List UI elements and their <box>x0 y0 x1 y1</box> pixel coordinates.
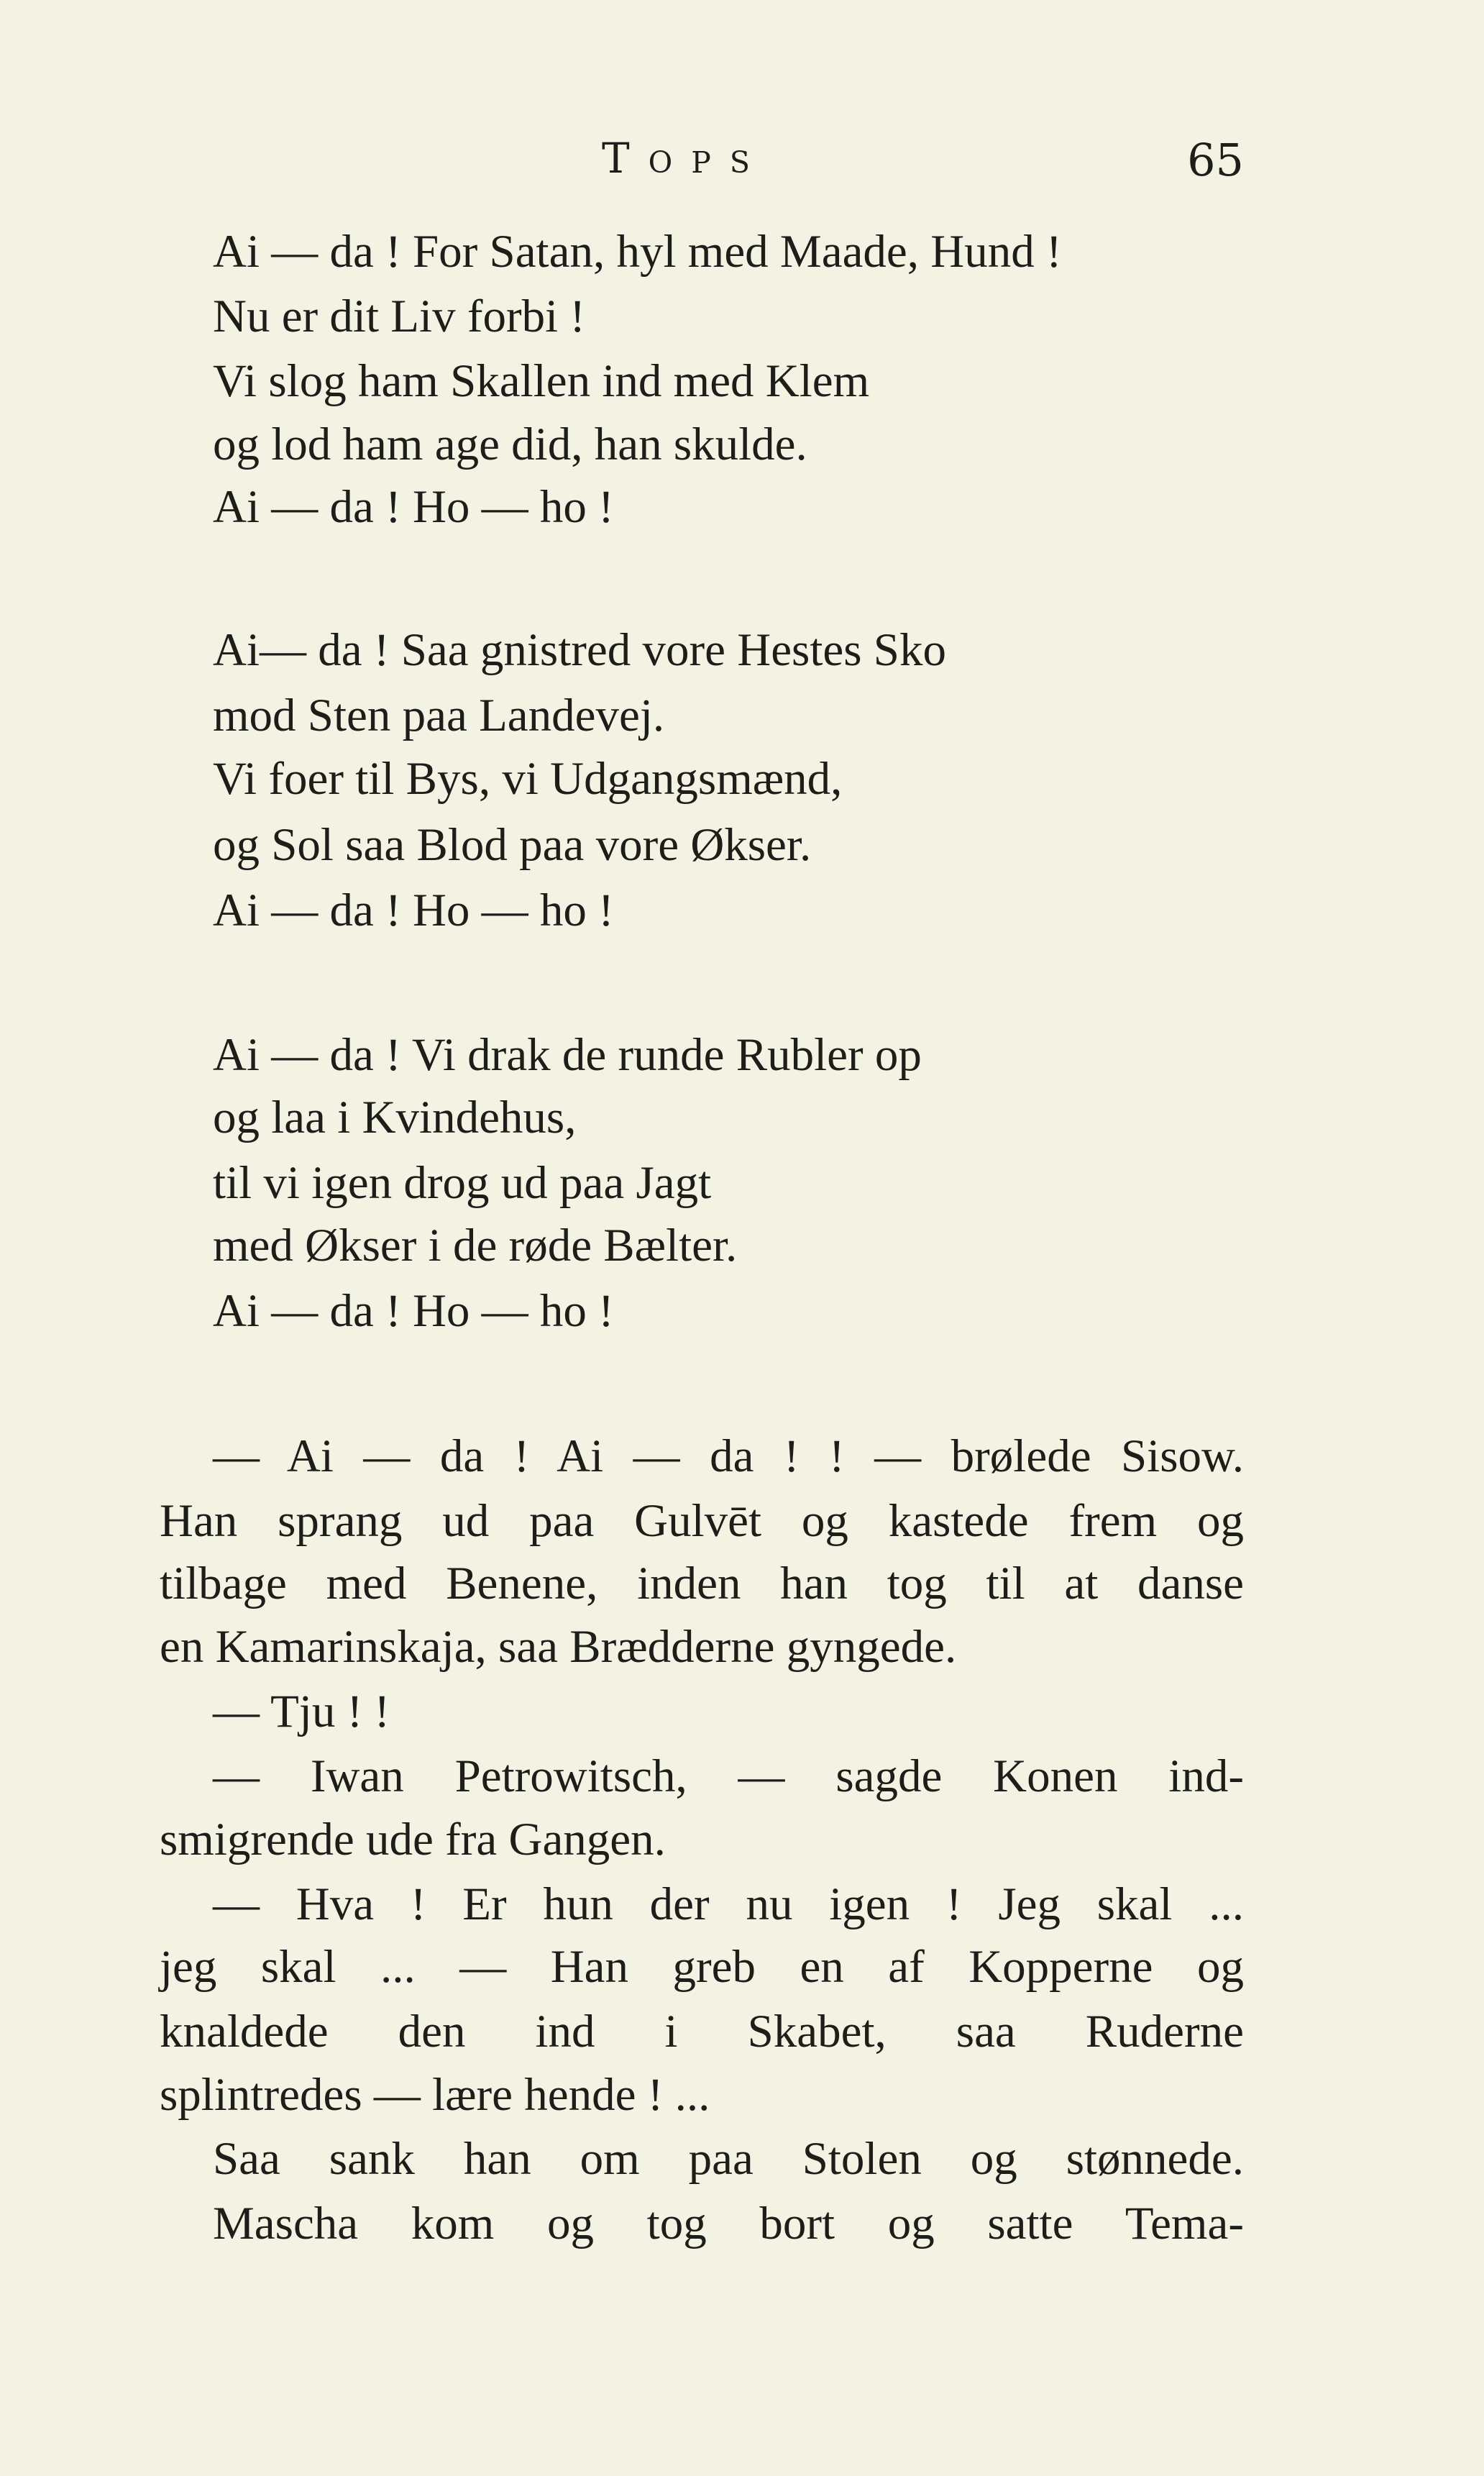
verse-line: Ai — da ! Ho — ho ! <box>213 481 614 533</box>
prose-line: en Kamarinskaja, saa Brædderne gyngede. <box>160 1621 957 1673</box>
verse-line: Ai — da ! Ho — ho ! <box>213 1285 614 1337</box>
page-number: 65 <box>1187 134 1244 186</box>
verse-line: og laa i Kvindehus, <box>213 1092 577 1143</box>
prose-line: Han sprang ud paa Gulvēt og kastede frem og <box>160 1495 1244 1547</box>
prose-line: Saa sank han om paa Stolen og stønnede. <box>213 2133 1244 2185</box>
prose-line: — Hva ! Er hun der nu igen ! Jeg skal ... <box>213 1878 1244 1930</box>
verse-line: Nu er dit Liv forbi ! <box>213 291 586 342</box>
verse-line: mod Sten paa Landevej. <box>213 690 665 741</box>
prose-line: — Ai — da ! Ai — da ! ! — brølede Sisow. <box>213 1430 1244 1482</box>
verse-line: Vi slog ham Skallen ind med Klem <box>213 355 870 407</box>
verse-line: Ai — da ! For Satan, hyl med Maade, Hund ! <box>213 226 1062 278</box>
prose-line: jeg skal ... — Han greb en af Kopperne og <box>160 1941 1244 1993</box>
verse-line: Ai — da ! Vi drak de runde Rubler op <box>213 1029 922 1081</box>
verse-line: Ai — da ! Ho — ho ! <box>213 885 614 936</box>
prose-line: smigrende ude fra Gangen. <box>160 1814 666 1865</box>
prose-line: — Tju ! ! <box>213 1686 390 1737</box>
verse-line: og Sol saa Blod paa vore Økser. <box>213 819 812 871</box>
prose-line: Mascha kom og tog bort og satte Tema- <box>213 2198 1244 2249</box>
verse-line: og lod ham age did, han skulde. <box>213 419 807 470</box>
prose-line: — Iwan Petrowitsch, — sagde Konen ind- <box>213 1750 1244 1802</box>
verse-line: til vi igen drog ud paa Jagt <box>213 1157 712 1209</box>
running-title: Tops <box>602 134 769 183</box>
verse-line: Vi foer til Bys, vi Udgangsmænd, <box>213 753 843 805</box>
verse-line: med Økser i de røde Bælter. <box>213 1220 738 1271</box>
verse-line: Ai— da ! Saa gnistred vore Hestes Sko <box>213 624 946 676</box>
prose-line: tilbage med Benene, inden han tog til at danse <box>160 1558 1244 1609</box>
page-header <box>160 134 1244 191</box>
prose-line: knaldede den ind i Skabet, saa Ruderne <box>160 2006 1244 2057</box>
prose-line: splintredes — lære hende ! ... <box>160 2069 710 2121</box>
